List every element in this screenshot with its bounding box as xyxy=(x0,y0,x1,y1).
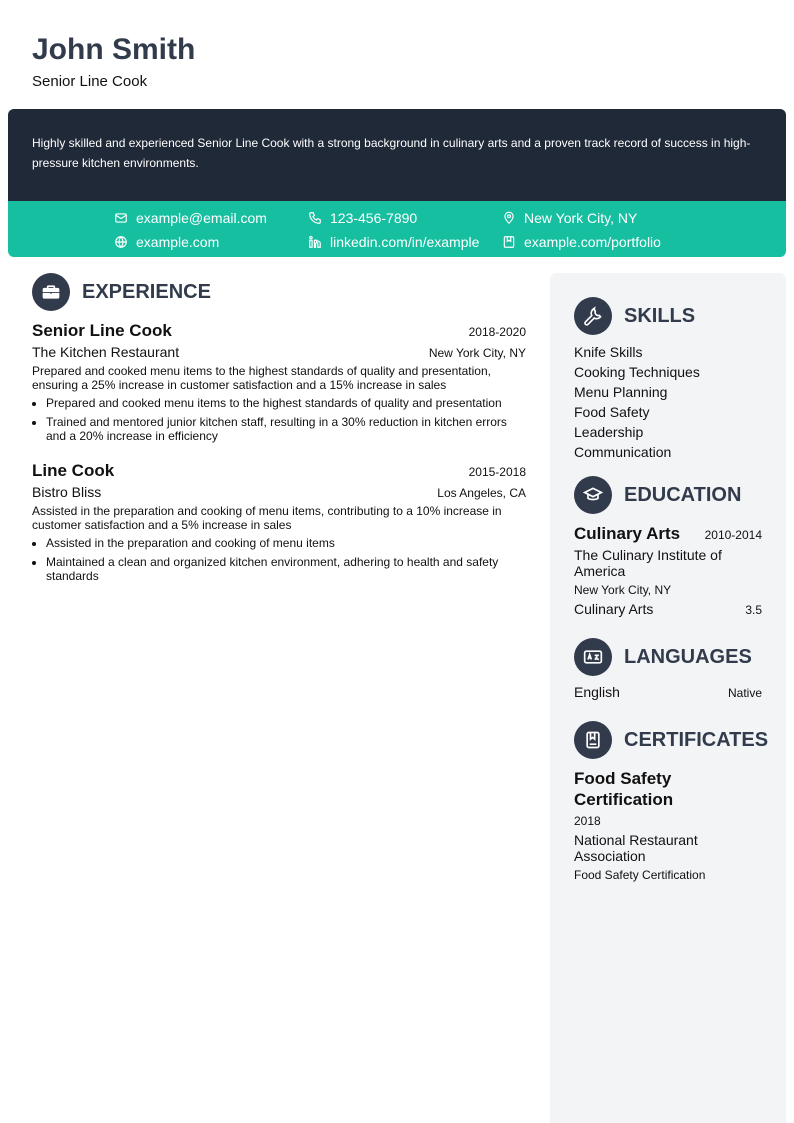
job-description: Assisted in the preparation and cooking of menu items, contributing to a 10% increase in customer satisfaction and a 5% increase in sales xyxy=(32,504,502,532)
skills-heading xyxy=(574,297,695,335)
skill-item: Menu Planning xyxy=(574,384,668,400)
edu-field: Culinary Arts xyxy=(574,601,654,617)
map-pin-icon xyxy=(502,211,516,225)
contact-phone[interactable] xyxy=(308,209,417,227)
contact-location xyxy=(502,209,637,227)
skill-item: Cooking Techniques xyxy=(574,364,700,380)
job-dates: 2018-2020 xyxy=(468,325,526,339)
full-name: John Smith xyxy=(32,33,196,66)
email-text: example@email.com xyxy=(136,210,267,226)
job-location: New York City, NY xyxy=(428,346,526,360)
job-position: Line Cook xyxy=(32,461,115,480)
location-text: New York City, NY xyxy=(524,210,638,226)
contact-email[interactable] xyxy=(114,209,267,227)
contact-portfolio[interactable] xyxy=(502,233,661,251)
portfolio-text: example.com/portfolio xyxy=(524,234,661,250)
skill-item: Leadership xyxy=(574,424,644,440)
contact-website[interactable] xyxy=(114,233,219,251)
translate-icon xyxy=(574,638,612,676)
edu-gpa: 3.5 xyxy=(745,603,762,617)
job-company: The Kitchen Restaurant xyxy=(32,344,180,360)
phone-text: 123-456-7890 xyxy=(330,210,418,226)
job-bullets xyxy=(32,536,526,583)
phone-icon xyxy=(308,211,322,225)
skills-list xyxy=(574,342,700,462)
language-level: Native xyxy=(727,686,762,700)
job-bullet: • Maintained a clean and organized kitchen environment, adhering to health and safety standards xyxy=(46,555,526,583)
certificates-title: CERTIFICATES xyxy=(624,728,769,751)
job-title: Senior Line Cook xyxy=(32,73,148,90)
languages-title: LANGUAGES xyxy=(624,645,752,668)
linkedin-icon xyxy=(308,235,322,249)
edu-location: New York City, NY xyxy=(574,583,672,597)
linkedin-text: linkedin.com/in/example xyxy=(330,234,480,250)
briefcase-icon xyxy=(32,273,70,311)
summary-panel xyxy=(8,109,786,201)
portfolio-icon xyxy=(502,235,516,249)
education-title: EDUCATION xyxy=(624,483,742,506)
edu-degree: Culinary Arts xyxy=(574,524,681,543)
certificate-name: Food Safety Certification xyxy=(574,769,674,809)
resume-header xyxy=(32,30,195,90)
skills-title: SKILLS xyxy=(624,304,696,327)
edu-dates: 2010-2014 xyxy=(704,528,762,542)
languages-heading xyxy=(574,638,752,676)
job-bullets xyxy=(32,396,526,443)
job-bullet: • Trained and mentored junior kitchen staff, resulting in a 30% reduction in kitchen errors and a 20% increase in efficiency xyxy=(46,415,526,443)
skill-item: Knife Skills xyxy=(574,344,643,360)
contact-bar xyxy=(8,201,786,257)
certificate-description: Food Safety Certification xyxy=(574,868,706,882)
job-company: Bistro Bliss xyxy=(32,484,102,500)
education-entry xyxy=(574,524,762,617)
experience-title: EXPERIENCE xyxy=(82,280,211,303)
language-item xyxy=(574,684,762,700)
mail-icon xyxy=(114,211,128,225)
wrench-icon xyxy=(574,297,612,335)
experience-heading xyxy=(32,273,211,311)
certificate-issuer: National Restaurant Association xyxy=(574,832,698,864)
book-icon xyxy=(574,721,612,759)
edu-school: The Culinary Institute of America xyxy=(574,547,722,579)
certificates-heading xyxy=(574,721,768,759)
website-text: example.com xyxy=(136,234,220,250)
skill-item: Food Safety xyxy=(574,404,650,420)
job-bullet: • Prepared and cooked menu items to the highest standards of quality and presentation xyxy=(46,396,526,410)
job-position: Senior Line Cook xyxy=(32,321,172,340)
language-name: English xyxy=(574,684,620,700)
job-entry xyxy=(32,461,526,588)
job-location: Los Angeles, CA xyxy=(437,486,526,500)
job-description: Prepared and cooked menu items to the highest standards of quality and presentation, ensuring a 25% increase in customer satisfaction and a 15% increase in sales xyxy=(32,364,491,392)
certificate-entry xyxy=(574,768,762,882)
graduation-cap-icon xyxy=(574,476,612,514)
contact-linkedin[interactable] xyxy=(308,233,479,251)
job-bullet: • Assisted in the preparation and cooking of menu items xyxy=(46,536,526,550)
certificate-year: 2018 xyxy=(574,814,601,828)
job-dates: 2015-2018 xyxy=(468,465,526,479)
education-heading xyxy=(574,476,741,514)
skill-item: Communication xyxy=(574,444,672,460)
globe-icon xyxy=(114,235,128,249)
job-entry xyxy=(32,321,526,448)
summary-text: Highly skilled and experienced Senior Line Cook with a strong background in culinary arts and a proven track record of success in high-pressure kitchen environments. xyxy=(32,136,751,170)
